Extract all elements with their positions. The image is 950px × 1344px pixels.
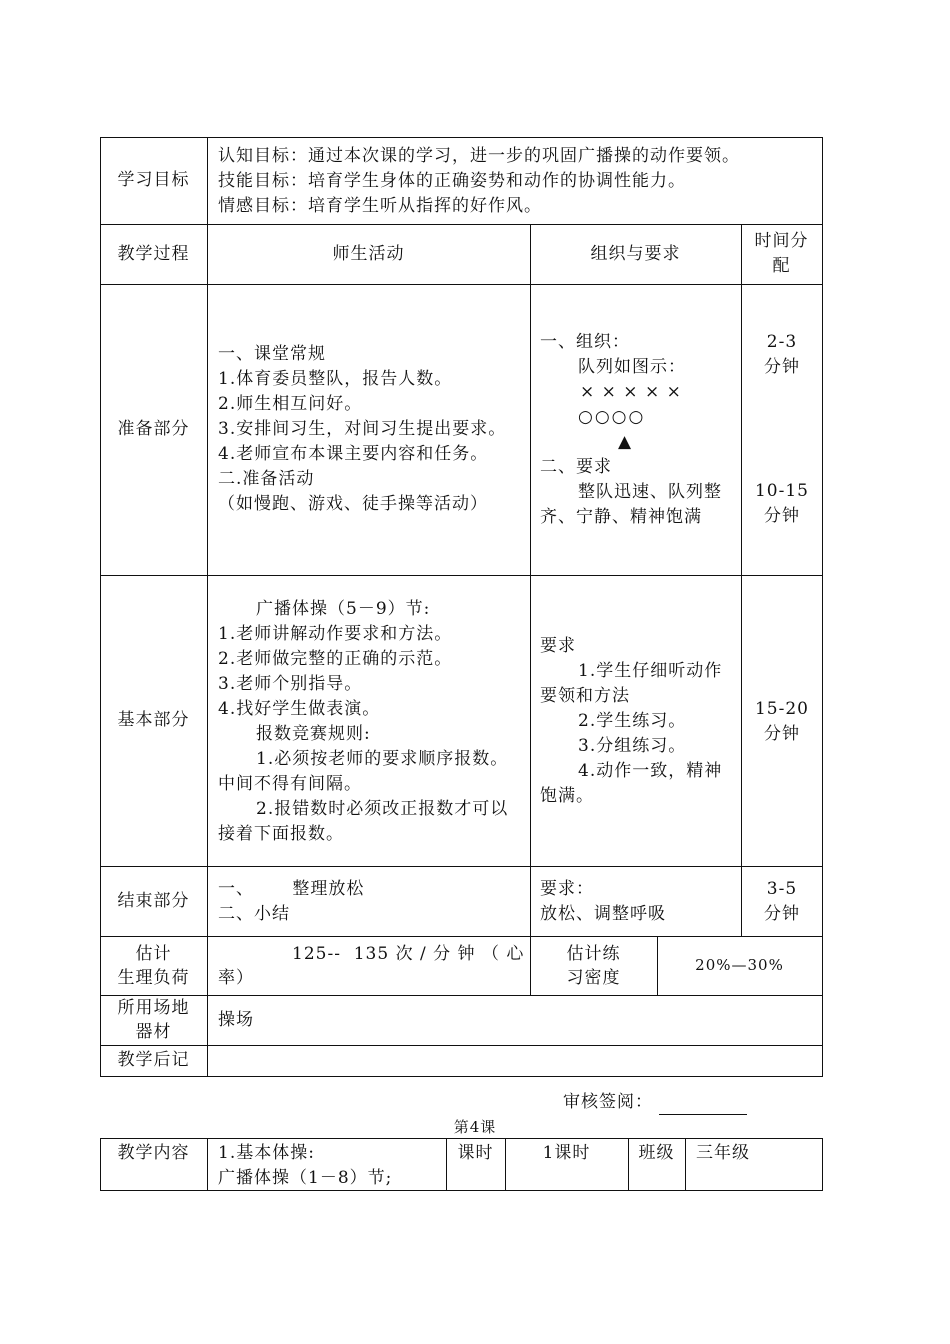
- basic-org-line: 要求: [540, 636, 576, 656]
- basic-activity-line: 广播体操（5－9）节:: [256, 599, 431, 619]
- goal-emotion: 情感目标：培育学生听从指挥的好作风。: [218, 196, 542, 216]
- prep-time1: [742, 330, 822, 380]
- teacher-triangle-icon: ▲: [618, 432, 633, 452]
- basic-activity-line: 1.必须按老师的要求顺序报数。: [256, 749, 509, 769]
- prep-time2-range: 10-15: [754, 481, 809, 501]
- prep-activity-line: 一、课堂常规: [218, 344, 326, 364]
- load-label: [100, 936, 207, 995]
- header-time-line1: 时间分: [754, 231, 809, 251]
- class-label: 班级: [638, 1143, 675, 1163]
- end-time: [742, 877, 822, 927]
- end-label: 结束部分: [117, 890, 190, 911]
- end-activity-line: 二、小结: [218, 904, 290, 924]
- basic-activity-line: 接着下面报数。: [218, 824, 344, 844]
- period-label: 课时: [457, 1143, 494, 1163]
- prep-label: 准备部分: [117, 419, 190, 439]
- basic-org-line: 4.动作一致，精神: [578, 761, 723, 781]
- prep-activity-line: 2.师生相互问好。: [218, 394, 363, 414]
- prep-organization: [540, 330, 740, 530]
- end-time-unit: 分钟: [764, 904, 800, 924]
- basic-org-line: 2.学生练习。: [578, 711, 687, 731]
- basic-org-line: 饱满。: [540, 786, 594, 806]
- prep-org-line: 整队迅速、队列整: [578, 482, 722, 502]
- basic-activity-line: 报数竞赛规则:: [256, 724, 371, 744]
- prep-activity-line: 4.老师宣布本课主要内容和任务。: [218, 444, 489, 464]
- basic-activity-line: 中间不得有间隔。: [218, 774, 362, 794]
- header-time-line2: 配: [772, 256, 791, 276]
- prep-time1-unit: 分钟: [764, 357, 800, 377]
- density-label: [530, 936, 657, 995]
- goals-label: 学习目标: [117, 170, 190, 190]
- content-line: 广播体操（1－8）节;: [218, 1168, 393, 1188]
- venue-label-line1: 所用场地: [117, 998, 190, 1018]
- load-label-line2: 生理负荷: [117, 967, 190, 988]
- end-activity: [218, 877, 364, 927]
- content-label: 教学内容: [117, 1143, 190, 1163]
- content-line: 1.基本体操:: [218, 1143, 315, 1163]
- content-value: [218, 1141, 392, 1191]
- prep-activity-line: 1.体育委员整队，报告人数。: [218, 369, 453, 389]
- period-value: 1课时: [542, 1143, 591, 1163]
- heart-rate-line1: 125-- 135 次 / 分 钟 （ 心: [292, 944, 525, 964]
- formation-crosses: × × × × ×: [580, 382, 682, 402]
- basic-label: 基本部分: [117, 710, 190, 730]
- notes-label: 教学后记: [117, 1050, 190, 1070]
- basic-time: [742, 697, 822, 747]
- basic-activity: [218, 597, 528, 847]
- basic-org-line: 要领和方法: [540, 686, 630, 706]
- header-process: 教学过程: [117, 243, 190, 264]
- basic-time-range: 15-20: [754, 699, 809, 719]
- end-org-line: 要求：: [540, 879, 594, 899]
- basic-time-unit: 分钟: [764, 724, 800, 744]
- prep-time2-unit: 分钟: [764, 506, 800, 526]
- venue-value: 操场: [218, 1009, 254, 1030]
- basic-activity-line: 1.老师讲解动作要求和方法。: [218, 624, 453, 644]
- prep-org-line: 队列如图示：: [578, 357, 686, 377]
- basic-activity-line: 3.老师个别指导。: [218, 674, 363, 694]
- goals-text: [218, 144, 740, 219]
- signature-blank[interactable]: [659, 1096, 747, 1115]
- header-activity: 师生活动: [332, 243, 405, 264]
- prep-activity-line: （如慢跑、游戏、徒手操等活动）: [218, 494, 488, 514]
- end-org-line: 放松、调整呼吸: [540, 904, 666, 924]
- notes-value: [218, 1045, 818, 1076]
- load-value: [218, 942, 524, 990]
- prep-activity: [218, 342, 506, 517]
- basic-activity-line: 2.老师做完整的正确的示范。: [218, 649, 453, 669]
- review-label: 审核签阅：: [563, 1092, 653, 1112]
- prep-org-line: 二、要求: [540, 457, 612, 477]
- prep-time2: [742, 479, 822, 529]
- load-label-line1: 估计: [135, 943, 172, 964]
- basic-activity-line: 4.找好学生做表演。: [218, 699, 381, 719]
- prep-activity-line: 3.安排间习生，对间习生提出要求。: [218, 419, 507, 439]
- goal-skill: 技能目标：培育学生身体的正确姿势和动作的协调性能力。: [218, 171, 686, 191]
- class-value: 三年级: [696, 1143, 750, 1163]
- density-label-line2: 习密度: [566, 967, 621, 988]
- review-signature: [563, 1090, 747, 1115]
- goal-cognitive: 认知目标：通过本次课的学习，进一步的巩固广播操的动作要领。: [218, 146, 740, 166]
- end-activity-line: 一、 整理放松: [218, 879, 365, 899]
- formation-circles: ○○○○: [578, 407, 646, 427]
- header-time: [741, 224, 822, 284]
- prep-activity-line: 二.准备活动: [218, 469, 315, 489]
- prep-org-line: 一、组织：: [540, 332, 630, 352]
- basic-organization: [540, 634, 740, 809]
- prep-time1-range: 2-3: [766, 332, 798, 352]
- header-organization: 组织与要求: [590, 243, 681, 264]
- venue-label-line2: 器材: [135, 1022, 172, 1042]
- end-time-range: 3-5: [766, 879, 798, 899]
- lesson-title: 第4课: [453, 1118, 497, 1136]
- end-organization: [540, 877, 666, 927]
- basic-org-line: 1.学生仔细听动作: [578, 661, 723, 681]
- basic-activity-line: 2.报错数时必须改正报数才可以: [256, 799, 509, 819]
- venue-label: [100, 995, 207, 1045]
- heart-rate-line2: 率）: [218, 968, 254, 988]
- density-value: 20%—30%: [695, 956, 784, 974]
- density-label-line1: 估计练: [566, 943, 621, 964]
- basic-org-line: 3.分组练习。: [578, 736, 687, 756]
- prep-org-line: 齐、宁静、精神饱满: [540, 507, 702, 527]
